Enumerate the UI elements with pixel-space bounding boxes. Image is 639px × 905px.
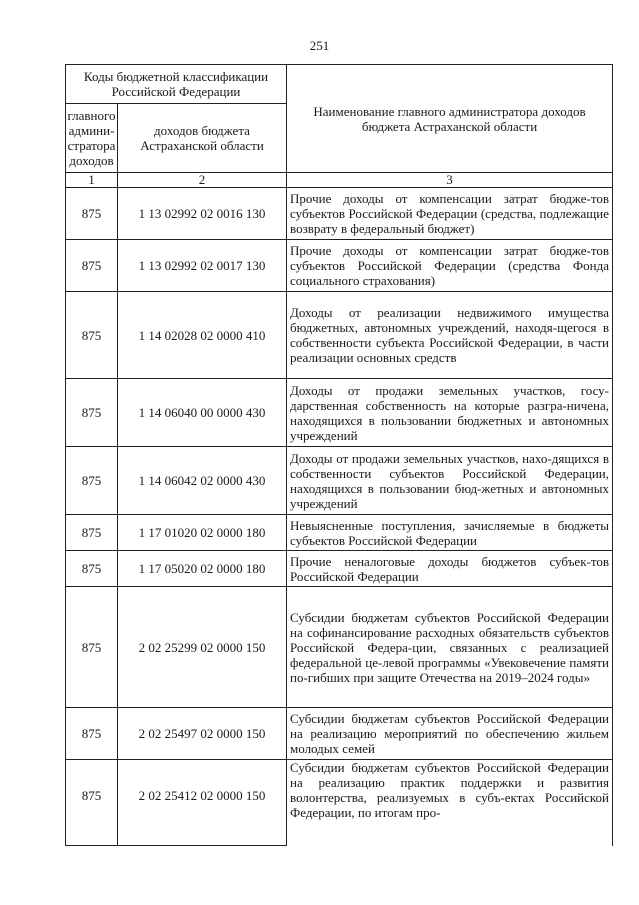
column-number-3: 3 xyxy=(287,173,613,188)
income-code: 1 17 01020 02 0000 180 xyxy=(118,515,287,551)
budget-classification-table xyxy=(65,64,613,846)
column-number-1: 1 xyxy=(66,173,118,188)
income-name: Доходы от реализации недвижимого имущества бюджетных, автономных учреждений, находя-щегося в собственности субъекта Российской Федерации, в части реализации основных средств xyxy=(290,305,609,365)
income-name: Субсидии бюджетам субъектов Российской Федерации на реализацию мероприятий по обеспечению жильем молодых семей xyxy=(290,711,609,756)
income-name: Прочие доходы от компенсации затрат бюдже-тов субъектов Российской Федерации (средства, подлежащие возврату в федеральный бюджет) xyxy=(290,191,609,236)
income-name: Субсидии бюджетам субъектов Российской Федерации на софинансирование расходных обязательств субъектов Российской Федера-ции, связанных с реализацией федеральной це-левой программы «Увековечение памяти по-гибших при защите Отечества на 2019–2024 годы» xyxy=(290,609,609,685)
admin-code: 875 xyxy=(66,587,118,708)
table-row xyxy=(66,760,613,846)
income-code: 1 13 02992 02 0016 130 xyxy=(118,188,287,240)
header-col-admin: главного админи-стратора доходов xyxy=(66,104,118,173)
table-row xyxy=(66,551,613,587)
income-name: Прочие неналоговые доходы бюджетов субъек-тов Российской Федерации xyxy=(290,553,609,584)
income-code: 2 02 25497 02 0000 150 xyxy=(118,708,287,760)
income-code: 1 17 05020 02 0000 180 xyxy=(118,551,287,587)
income-code: 1 14 06040 00 0000 430 xyxy=(118,379,287,447)
admin-code: 875 xyxy=(66,240,118,292)
column-number-row xyxy=(66,173,613,188)
header-group-title: Коды бюджетной классификации Российской Федерации xyxy=(66,65,287,104)
table-row xyxy=(66,587,613,708)
income-code: 2 02 25299 02 0000 150 xyxy=(118,587,287,708)
header-col-name: Наименование главного администратора доходов бюджета Астраханской области xyxy=(287,65,613,173)
admin-code: 875 xyxy=(66,708,118,760)
table-row xyxy=(66,188,613,240)
admin-code: 875 xyxy=(66,447,118,515)
admin-code: 875 xyxy=(66,760,118,846)
table-row xyxy=(66,515,613,551)
table-row xyxy=(66,708,613,760)
income-code: 1 14 02028 02 0000 410 xyxy=(118,292,287,379)
income-code: 1 13 02992 02 0017 130 xyxy=(118,240,287,292)
admin-code: 875 xyxy=(66,379,118,447)
table-row xyxy=(66,240,613,292)
income-code: 1 14 06042 02 0000 430 xyxy=(118,447,287,515)
page-number: 251 xyxy=(309,38,330,53)
admin-code: 875 xyxy=(66,292,118,379)
header-row-group xyxy=(66,65,613,104)
column-number-2: 2 xyxy=(118,173,287,188)
admin-code: 875 xyxy=(66,188,118,240)
admin-code: 875 xyxy=(66,551,118,587)
income-name: Доходы от продажи земельных участков, госу-дарственная собственность на которые разгра-ничена, находящихся в пользовании бюджетных и автономных учреждений xyxy=(290,382,609,443)
income-name: Субсидии бюджетам субъектов Российской Федерации на реализацию практик поддержки и развития волонтерства, реализуемых в субъ-ектах Российской Федерации, по итогам про- xyxy=(290,760,609,820)
income-name: Невыясненные поступления, зачисляемые в бюджеты субъектов Российской Федерации xyxy=(290,517,609,548)
table-row xyxy=(66,379,613,447)
income-name: Прочие доходы от компенсации затрат бюдже-тов субъектов Российской Федерации (средства Фонда социального страхования) xyxy=(290,243,609,288)
table-row xyxy=(66,292,613,379)
admin-code: 875 xyxy=(66,515,118,551)
table-row xyxy=(66,447,613,515)
income-code: 2 02 25412 02 0000 150 xyxy=(118,760,287,846)
income-name: Доходы от продажи земельных участков, нахо-дящихся в собственности субъектов Российской Федерации, находящихся в пользовании бюд-жетных и автономных учреждений xyxy=(290,450,609,511)
header-col-income: доходов бюджета Астраханской области xyxy=(118,104,287,173)
